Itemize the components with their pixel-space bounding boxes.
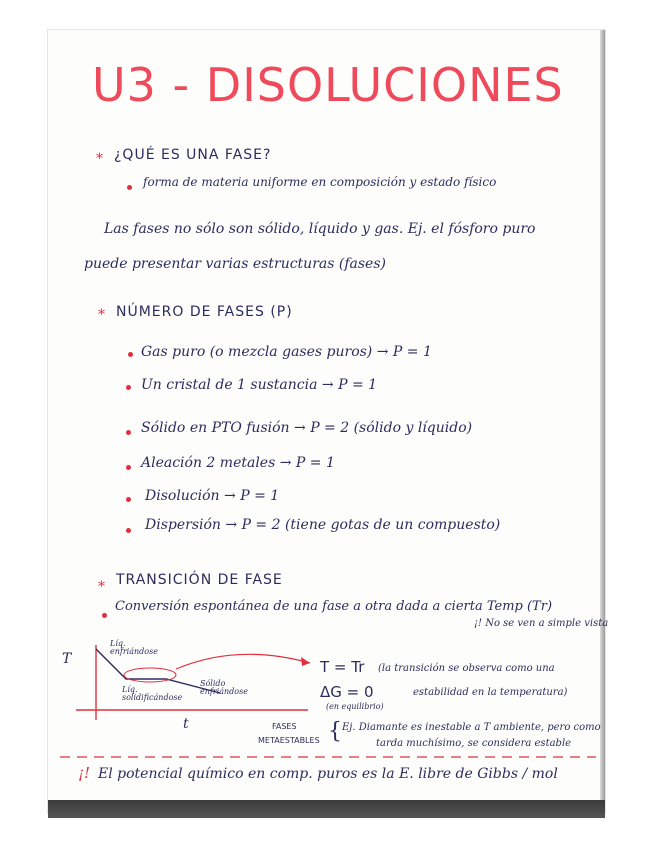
section3-bullet-text: Conversión espontánea de una fase a otra dada a cierta Temp (Tr): [115, 599, 553, 614]
transition-arrow: [176, 654, 310, 669]
section1-heading: ¿QUÉ ES UNA FASE?: [114, 147, 272, 163]
section2-star: *: [98, 307, 105, 323]
graph-label-liquid-solidifying: Líq. solidificándose: [122, 685, 183, 702]
fase-item: Un cristal de 1 sustancia → P = 1: [141, 377, 378, 393]
section1-para-line1: Las fases no sólo son sólido, líquido y gas. Ej. el fósforo puro: [104, 221, 536, 237]
metastable-label-line1: FASES: [272, 722, 297, 731]
fase-item-dot: [126, 385, 131, 390]
graph-x-label: t: [183, 716, 189, 732]
graph-y-label: T: [62, 651, 72, 667]
footer-note: El potencial químico en comp. puros es la E. libre de Gibbs / mol: [98, 766, 558, 782]
fase-item-dot: [128, 352, 133, 357]
section3-heading: TRANSICIÓN DE FASE: [116, 572, 283, 588]
graph-label-solid-cooling: Sólido enfriándose: [200, 679, 248, 696]
section1-para-line2: puede presentar varias estructuras (fases): [84, 256, 386, 272]
equation-delta-g: ΔG = 0: [320, 683, 374, 701]
section2-heading: NÚMERO DE FASES (P): [116, 304, 293, 320]
section3-note: ¡! No se ven a simple vista: [474, 618, 609, 629]
fase-item: Aleación 2 metales → P = 1: [141, 455, 335, 471]
page-title: U3 - DISOLUCIONES: [92, 58, 564, 112]
plateau-highlight: [124, 668, 176, 682]
fase-item-dot: [126, 528, 131, 533]
fase-item-dot: [126, 430, 131, 435]
page-bottom-shadow: [48, 800, 605, 818]
equation-t-tr: T = Tr: [320, 658, 365, 676]
fase-item: Gas puro (o mezcla gases puros) → P = 1: [141, 344, 432, 360]
metastable-note-line1: Ej. Diamante es inestable a T ambiente, pero como: [342, 722, 601, 733]
section3-bullet-dot: [102, 613, 107, 618]
footer-mark: ¡!: [78, 764, 91, 782]
fase-item: Dispersión → P = 2 (tiene gotas de un compuesto): [145, 517, 501, 533]
equation-t-tr-note-line1: (la transición se observa como una: [378, 663, 555, 674]
section1-star: *: [96, 151, 103, 167]
equation-t-tr-note-line2: estabilidad en la temperatura): [413, 687, 568, 698]
dashed-divider: [60, 753, 600, 761]
metastable-label-line2: METAESTABLES: [258, 736, 320, 745]
fase-item: Sólido en PTO fusión → P = 2 (sólido y líquido): [141, 420, 473, 436]
graph-label-liquid-cooling: Líq. enfriándose: [110, 639, 158, 656]
page-edge-shadow: [600, 30, 605, 818]
fase-item: Disolución → P = 1: [145, 488, 280, 504]
equation-delta-g-note: (en equilibrio): [326, 702, 384, 711]
section1-bullet-text: forma de materia uniforme en composición y estado físico: [143, 175, 497, 189]
metastable-note-line2: tarda muchísimo, se considera estable: [376, 738, 572, 749]
transition-arrowhead: [301, 657, 310, 666]
section1-bullet-dot: [127, 185, 132, 190]
fase-item-dot: [126, 497, 131, 502]
fase-item-dot: [126, 465, 131, 470]
section3-star: *: [98, 579, 105, 595]
metastable-brace: {: [328, 719, 342, 744]
